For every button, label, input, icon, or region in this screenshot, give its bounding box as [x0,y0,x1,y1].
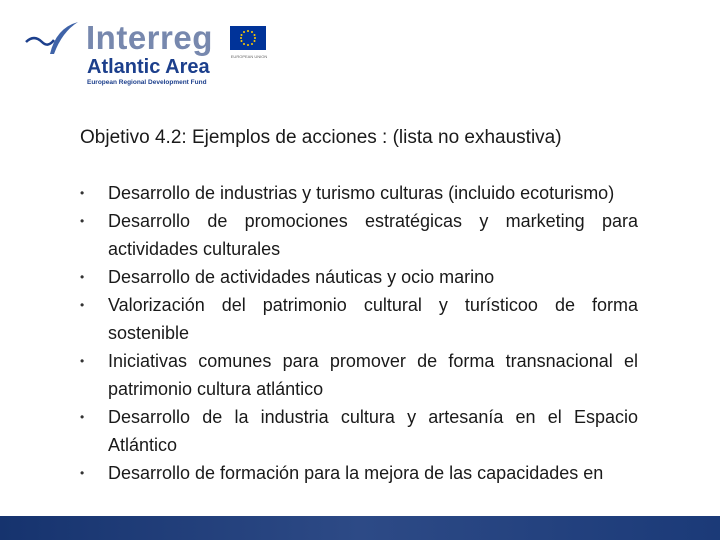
actions-list [80,179,638,487]
eu-flag-icon [230,26,266,50]
list-item [80,459,638,487]
bullet-icon: • [80,466,85,480]
bullet-icon: • [80,410,85,424]
list-item [80,207,638,263]
bullet-icon: • [80,214,85,228]
list-item-text: Iniciativas comunes para promover de forma transnacional el patrimonio cultura atlántico [108,351,638,399]
bullet-icon: • [80,186,85,200]
slide-heading: Objetivo 4.2: Ejemplos de acciones : (lista no exhaustiva) [80,127,562,148]
list-item-text: Desarrollo de actividades náuticas y ocio marino [108,267,495,287]
list-item [80,263,638,291]
bullet-icon: • [80,270,85,284]
eu-flag-caption: EUROPEAN UNION [230,54,268,59]
list-item [80,403,638,459]
list-item-text: Desarrollo de promociones estratégicas y marketing para actividades culturales [108,211,638,259]
bullet-icon: • [80,354,85,368]
bullet-icon: • [80,298,85,312]
interreg-logo [24,18,284,90]
logo-brand-text: Interreg [86,19,213,56]
list-item [80,347,638,403]
list-item [80,291,638,347]
logo-area-text: Atlantic Area [87,56,210,78]
list-item [80,179,638,207]
list-item-text: Desarrollo de formación para la mejora de las capacidades en [108,463,604,483]
swoosh-icon [24,18,84,58]
list-item-text: Valorización del patrimonio cultural y turísticoo de forma sostenible [108,295,638,343]
footer-bar [0,516,720,540]
list-item-text: Desarrollo de industrias y turismo culturas (incluido ecoturismo) [108,183,615,203]
list-item-text: Desarrollo de la industria cultura y artesanía en el Espacio Atlántico [108,407,638,455]
logo-fund-text: European Regional Development Fund [87,79,207,86]
